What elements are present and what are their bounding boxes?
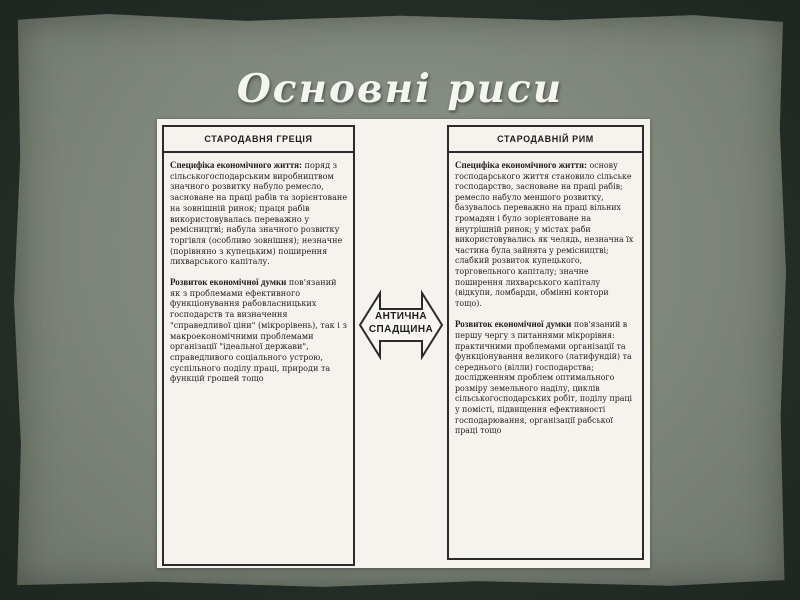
section-text: пов'язаний як з проблемами ефективного функціонування рабовласницьких господарств та визначення "справедливої ціни" (мікрорівень), так і з макроекономічними проблемами організації "ідеальної держави", справедливого соціального устрою, суспільного поділу праці, природи та функцій грошей тощо	[170, 277, 347, 384]
antique-heritage-arrow	[358, 289, 444, 361]
arrow-label-line1: АНТИЧНА	[374, 311, 427, 322]
column-header-greece: СТАРОДАВНЯ ГРЕЦІЯ	[164, 127, 353, 153]
greece-economic-life-section	[170, 160, 348, 267]
column-body-greece	[164, 153, 353, 398]
scanned-table-image	[157, 119, 650, 568]
column-body-rome	[449, 153, 642, 451]
arrow-label-line2: СПАДЩИНА	[368, 324, 434, 335]
section-text: основу господарського життя становило сільське господарство, засноване на праці рабів; ремесло набуло меншого розвитку, базувалось переважно на праці вільних громадян і було зорієнтоване на внутрішній ринок; у містах раби використовувались як челядь, незначна їх частина була зайнята у ремісництві; слабкий розвиток купецького, торговельного капіталу; значне поширення лихварського капіталу (відкупи, ломбарди, обмінні контори тощо).	[455, 161, 634, 308]
arrow-label	[358, 310, 444, 336]
rome-economic-thought-section	[455, 319, 637, 437]
rome-economic-life-section	[455, 160, 637, 309]
section-heading: Розвиток економічної думки	[455, 319, 572, 330]
section-heading: Розвиток економічної думки	[170, 277, 287, 288]
ancient-greece-column	[162, 125, 355, 566]
section-text: поряд з сільськогосподарським виробництвом значного розвитку набуло ремесло, засноване на праці рабів та зорієнтоване на зовнішній ринок; праця рабів використовувалась переважно у ремісництві; набула значного розвитку торгівля (особливо зовнішня); незначне (порівняно з купецьким) поширення лихварського капіталу.	[170, 160, 348, 267]
ancient-rome-column	[447, 125, 644, 560]
section-text: пов'язаний в першу чергу з питаннями мікрорівня: практичними проблемами організації та функціонування великого (латифундій) та середнього (вілли) господарства; дослідженням проблем оптимального розміру земельного наділу, циклів сільськогосподарських робіт, поділу праці у помісті, підвищення ефективності господарювання, організації рабської праці тощо	[455, 320, 633, 436]
section-heading: Специфіка економічного життя:	[170, 160, 302, 170]
greece-economic-thought-section	[170, 277, 348, 384]
slide-title: Основні риси	[236, 66, 564, 112]
column-header-rome: СТАРОДАВНІЙ РИМ	[449, 127, 642, 153]
section-heading: Специфіка економічного життя:	[455, 160, 587, 170]
